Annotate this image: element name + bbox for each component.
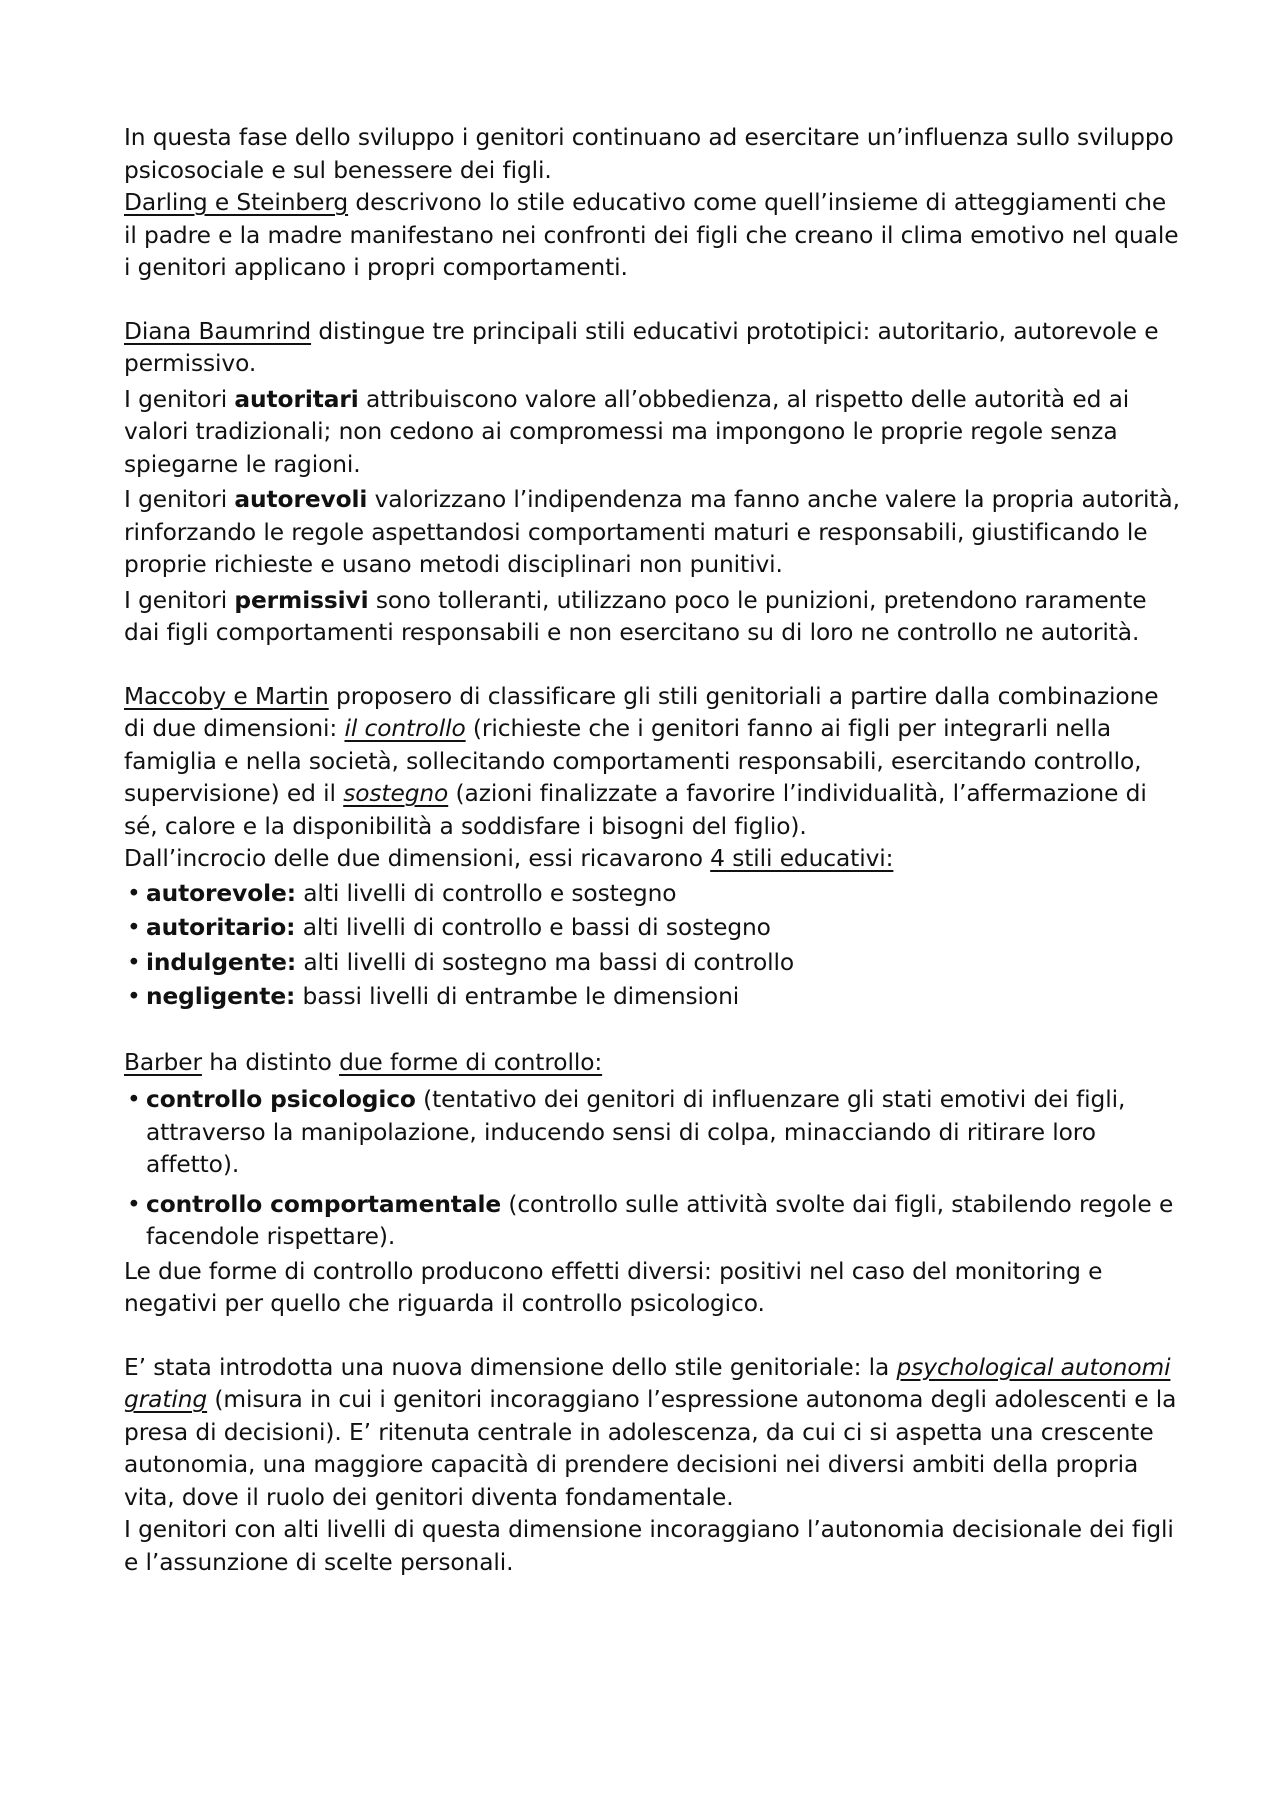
author-baumrind: Diana Baumrind [124,317,312,345]
control-forms-list [124,1084,1184,1254]
bullet-icon: • [127,914,141,941]
control-forms-label: due forme di controllo: [339,1048,603,1076]
term-psychological-autonomy: psychological autonomi grating [124,1353,1171,1413]
dimension-controllo: il controllo [344,715,466,742]
list-item: • autorevole: alti livelli di controllo e sostegno [124,878,1184,911]
author-darling-steinberg: Darling e Steinberg [124,189,349,216]
term-permissivi: permissivi [234,586,369,614]
maccoby-martin-paragraph: Maccoby e Martin proposero di classificare gli stili genitoriali a partire dalla combinazione di due dimensioni: il controllo (richieste che i genitori fanno ai figli per integrarli nella famiglia e nella società, sollecitando comportamenti responsabili, esercitando controllo, supervisione) ed il sostegno (azioni finalizzate a favorire l’individualità, l’affermazione di sé, calore e la disponibilità a soddisfare i bisogni del figlio). [124,682,1159,840]
term-autorevoli: autorevoli [234,486,368,513]
author-barber: Barber [124,1048,202,1076]
term-autoritari: autoritari [234,385,359,413]
barber-intro: Barber ha distinto due forme di controllo: [124,1048,603,1076]
intro-text: In questa fase dello sviluppo i genitori continuano ad esercitare un’influenza sullo sviluppo psicosociale e sul benessere dei figli. [124,124,1174,184]
barber-summary: Le due forme di controllo producono effetti diversi: positivi nel caso del monitoring e negativi per quello che riguarda il controllo psicologico. [124,1257,1103,1317]
style-authoritative: I genitori autorevoli valorizzano l’indipendenza ma fanno anche valere la propria autorità, rinforzando le regole aspettandosi comportamenti maturi e responsabili, giustificando le proprie richieste e usano metodi disciplinari non punitivi. [124,486,1180,578]
autonomy-paragraph: E’ stata introdotta una nuova dimensione dello stile genitoriale: la psychological autonomi grating (misura in cui i genitori incoraggiano l’espressione autonoma degli adolescenti e la presa di decisioni). E’ ritenuta centrale in adolescenza, da cui ci si aspetta una crescente autonomia, una maggiore capacità di prendere decisioni nei diversi ambiti della propria vita, dove il ruolo dei genitori diventa fondamentale. [124,1353,1177,1511]
bullet-icon: • [127,948,141,976]
style-authoritarian: I genitori autoritari attribuiscono valore all’obbedienza, al rispetto delle autorità ed ai valori tradizionali; non cedono ai compromessi ma impongono le proprie regole senza spiegarne le ragioni. [124,385,1130,478]
styles-intro: Dall’incrocio delle due dimensioni, essi ricavarono 4 stili educativi: [124,845,894,872]
bullet-icon: • [127,983,141,1010]
list-item: • indulgente: alti livelli di sostegno ma bassi di controllo [124,947,1184,980]
bullet-icon: • [127,1190,141,1218]
autonomy-conclusion: I genitori con alti livelli di questa dimensione incoraggiano l’autonomia decisionale dei figli e l’assunzione di scelte personali. [124,1516,1174,1576]
intro-paragraph [124,122,1184,187]
darling-steinberg-paragraph [124,187,1184,285]
dimension-sostegno: sostegno [343,780,449,807]
document-page [124,122,1184,1579]
list-item: • autoritario: alti livelli di controllo e bassi di sostegno [124,912,1184,945]
list-item: • controllo psicologico (tentativo dei genitori di influenzare gli stati emotivi dei figli, attraverso la manipolazione, inducendo sensi di colpa, minacciando di ritirare loro affetto). [127,1086,1126,1178]
baumrind-intro-text: distingue tre principali stili educativi prototipici: autoritario, autorevole e permissivo. [124,317,1159,377]
style-permissive: I genitori permissivi sono tolleranti, utilizzano poco le punizioni, pretendono raramente dai figli comportamenti responsabili e non esercitano su di loro ne controllo ne autorità. [124,586,1147,646]
list-item: • controllo comportamentale (controllo sulle attività svolte dai figli, stabilendo regole e facendole rispettare). [127,1190,1174,1250]
four-styles-label: 4 stili educativi: [710,845,894,872]
list-item: • negligente: bassi livelli di entrambe le dimensioni [124,981,1184,1014]
styles-list [124,878,1184,1014]
baumrind-intro [124,316,1184,381]
author-maccoby-martin: Maccoby e Martin [124,682,329,710]
bullet-icon: • [127,879,141,907]
bullet-icon: • [127,1086,141,1113]
darling-text: descrivono lo stile educativo come quell’insieme di atteggiamenti che il padre e la madre manifestano nei confronti dei figli che creano il clima emotivo nel quale i genitori applicano i propri comportamenti. [124,189,1179,281]
